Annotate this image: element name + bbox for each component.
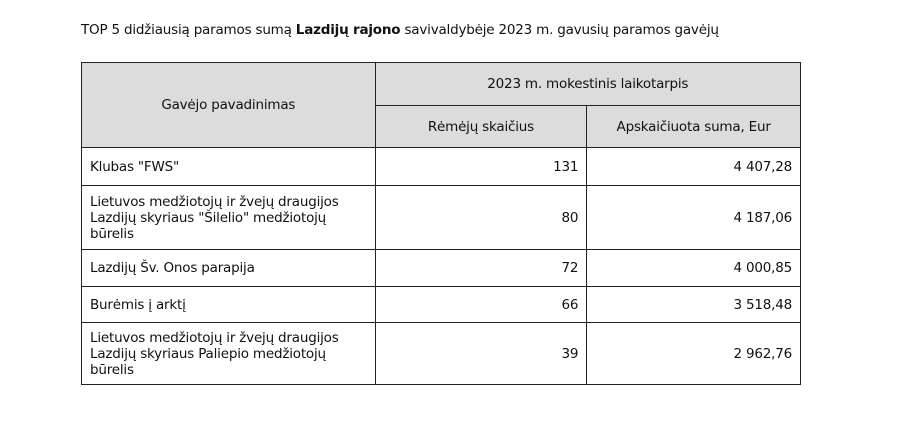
supporter-count: 66 — [375, 287, 587, 323]
table-row — [82, 287, 801, 323]
supporter-count: 80 — [375, 186, 587, 250]
table-row — [82, 323, 801, 385]
table-row — [82, 148, 801, 186]
recipient-name: Lazdijų Šv. Onos parapija — [82, 250, 376, 287]
recipient-name: Klubas "FWS" — [82, 148, 376, 186]
recipient-name: Lietuvos medžiotojų ir žvejų draugijos Lazdijų skyriaus "Šilelio" medžiotojų būrelis — [82, 186, 376, 250]
recipients-table — [81, 62, 801, 385]
sum-amount: 2 962,76 — [587, 323, 801, 385]
header-period: 2023 m. mokestinis laikotarpis — [375, 63, 800, 106]
recipient-name: Burėmis į arktį — [82, 287, 376, 323]
title-bold: Lazdijų rajono — [295, 22, 401, 38]
recipient-name: Lietuvos medžiotojų ir žvejų draugijos Lazdijų skyriaus Paliepio medžiotojų būrelis — [82, 323, 376, 385]
sum-amount: 4 407,28 — [587, 148, 801, 186]
sum-amount: 4 187,06 — [587, 186, 801, 250]
title-text-end: savivaldybėje 2023 m. gavusių paramos gavėjų — [400, 22, 719, 38]
table-row — [82, 186, 801, 250]
sum-amount: 3 518,48 — [587, 287, 801, 323]
supporter-count: 72 — [375, 250, 587, 287]
table-row — [82, 250, 801, 287]
table-title — [81, 22, 719, 38]
supporter-count: 131 — [375, 148, 587, 186]
title-text: TOP 5 didžiausią paramos sumą — [81, 22, 296, 38]
sum-amount: 4 000,85 — [587, 250, 801, 287]
supporter-count: 39 — [375, 323, 587, 385]
header-sum: Apskaičiuota suma, Eur — [587, 106, 801, 148]
header-name: Gavėjo pavadinimas — [82, 63, 376, 148]
header-count: Rėmėjų skaičius — [375, 106, 587, 148]
